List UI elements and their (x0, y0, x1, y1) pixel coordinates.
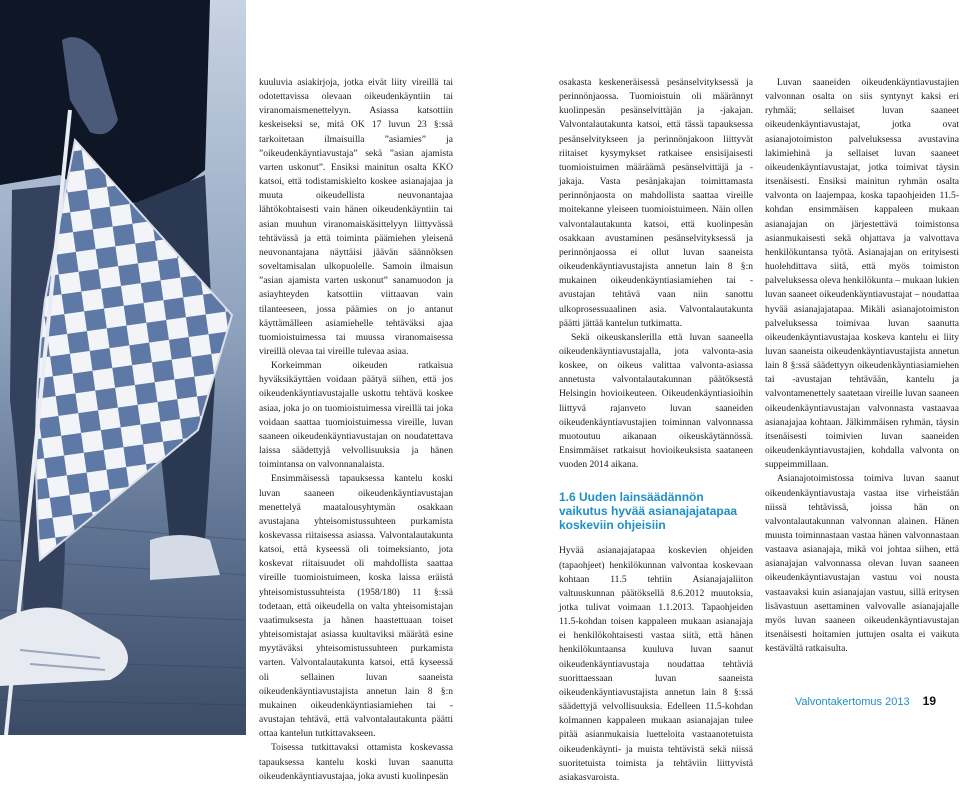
section-heading: 1.6 Uuden lainsäädännön vaikutus hyvää asianajajatapaa koskeviin ohjeisiin (559, 490, 738, 533)
text-column-2 (559, 76, 753, 785)
text-column-3 (765, 76, 959, 656)
paragraph: Sekä oikeuskanslerilla että luvan saaneella oikeudenkäyntiavustajalla, jota valvonta-asia koskee, on oikeus valittaa valvonta-asiassa annetusta valvontalautakunnan päätöksestä Helsingin hovioikeuteen. Oikeudenkäyntiasioihin liittyvä rajanveto luvan saaneiden oikeudenkäyntiavustajien toiminnan valvonnassa muotoutuu aikanaan oikeuskäytännössä. Ensimmäiset ratkaisut hovioikeuksista saataneen vuoden 2014 aikana. (559, 331, 753, 471)
paragraph: kuuluvia asiakirjoja, jotka eivät liity vireillä tai odotettavissa olevaan oikeudenkäyntiin tai viranomaismenettelyyn. Asiassa katsottiin keskeiseksi se, mitä OK 17 luvun 23 §:ssä tarkoitetaan ilmaisuilla ”asiamies” ja ”oikeudenkäyntiavustaja” sekä ”asian ajamista varten uskonut”. Ensiksi mainitun osalta KKO katsoi, että todistamiskielto koskee asianajajaa ja muuta oikeudellista neuvonantajaa lähtökohtaisesti vain hänen oikeudenkäyntiin tai asian muuhun viranomaiskäsittelyyn liittyvässä tehtävässä ja että toiminta päämiehen yleisenä neuvonantajana näyttäisi jäävän säännöksen soveltamisalan ulkopuolelle. Samoin ilmaisun ”asian ajamista varten uskonut” sanamuodon ja asiayhteyden katsottiin viittaavan vain tilanteeseen, jossa päämies on jo antanut käyttämälleen asiamiehelle tehtäväksi ajaa tuomioistuimessa tai muussa viranomaisessa vireillä olevaa tai vireille tulevaa asiaa. (259, 77, 453, 357)
paragraph: Luvan saaneiden oikeudenkäyntiavustajien valvonnan osalta on siis syntynyt kaksi eri ryhmää; sellaiset luvan saaneet oikeudenkäyntiavustajat, jotka ovat asianajotoimiston palveluksessa avustavina lakimiehinä ja sellaiset luvan saaneet oikeudenkäyntiavustajat, jotka toimivat täysin itsenäisesti. Ensiksi mainitun ryhmän osalta valvonta on laajempaa, koska tapaohjeiden 11.5-kohdan ensimmäisen kappaleen mukaan asianajajan on järjestettävä toimistonsa asianmukaisesti sekä ohjattava ja valvottava henkilökuntansa työtä. Asianajajan on erityisesti huolehdittava siitä, että myös toimiston palveluksessa oleva henkilökunta – mukaan lukien luvan saaneet oikeudenkäyntiavustajat – noudattaa hyvää asianajajatapaa. Mikäli asianajotoimiston palveluksessa toimivaa luvan saanutta oikeudenkäyntiavustajaa koskeva kantelu ei liity luvan saaneista oikeudenkäyntiavustajista annetun lain 8 §:ssä säädettyyn oikeudenkäyntiasiamiehen tai -avustajan tehtävään, kantelu ja valvontamenettely saatetaan vireille luvan saaneen oikeudenkäyntiavustajan valvonnasta vastaavaa asianajajaa kohtaan. Jälkimmäisen ryhmän, täysin itsenäisesti toimivien luvan saaneiden oikeudenkäyntiavustajien, kohdalla valvonta on suppeimmillaan. (765, 77, 959, 471)
paragraph: Ensimmäisessä tapauksessa kantelu koski luvan saaneen oikeudenkäyntiavustajan menettelyä maatalousyhtymän osakkaan avustajana yhteisomistussuhteen purkamista koskevassa riitaisessa asiassa. Valvontalautakunta katsoi, että kyseessä oli toimeksianto, jota koskevat riitaisuudet oli mahdollista saattaa vireille tuomioistuimeen, koska laissa eräistä yhteisomistussuhteista (1958/180) 11 §:ssä todetaan, että oikeudella on valta yhteisomistajan vaatimuksesta ja hänen haastettuaan toiset yhteisomistajat asiassa kuultaviksi määrätä esine myytäväksi yhteisomistussuhteen purkamista varten. Valvontalautakunta katsoi, että kyseessä oli sellainen luvan saaneista oikeudenkäyntiavustajista annetun lain 8 §:n mukainen oikeudenkäyntiasiamiehen tai -avustajan tehtävä, että valvontalautakunta päätti ottaa kantelun tutkittavakseen. (259, 473, 453, 740)
photo-linesman-flag (0, 0, 246, 735)
paragraph: Hyvää asianajajatapaa koskevien ohjeiden (tapaohjeet) henkilökunnan valvontaa koskevaan kohtaan 11.5 tehtiin Asianajajaliiton valtuuskunnan päätöksellä 8.6.2012 muutoksia, jotka tulivat voimaan 1.1.2013. Tapaohjeiden 11.5-kohdan toisen kappaleen mukaan asianajaja ei henkilökohtaisesti vastaa siitä, että hänen henkilökuntaansa kuuluva luvan saanut oikeudenkäyntiavustaja noudattaa tehtäviä suorittaessaan luvan saaneista oikeudenkäyntiavustajista annetun lain 8 §:ssä säädettyjä velvollisuuksia. Edelleen 11.5-kohdan kolmannen kappaleen mukaan asianajajan tulee pitää asianmukaisia luetteloita vastaanotetuista oikeudenkäynti- ja muista tehtävistä sekä niissä suoritetuista toimista ja tehtäviin liittyvistä asiakasvaroista. (559, 545, 753, 783)
paragraph: Toisessa tutkittavaksi ottamista koskevassa tapauksessa kantelu koski luvan saanutta oikeudenkäyntiavustajaa, joka avusti kuolinpesän (259, 742, 453, 782)
paragraph: osakasta keskeneräisessä pesänselvityksessä ja perinnönjaossa. Tuomioistuin oli määrännyt kuolinpesän pesänselvittäjän ja -jakajan. Valvontalautakunta katsoi, että tässä tapauksessa pesänselvitykseen ja perinnönjakoon liittyvät riitaiset kysymykset ratkaisee ensisijaisesti tuomioistuimen määräämä pesänselvittäjä ja -jakaja. Vasta pesänjakajan toimittamasta perinnönjaosta on mahdollista saattaa vireille moitekanne yleiseen tuomioistuimeen. Näin ollen valvontalautakunta katsoi, että kuolinpesän osakkaan avustaminen pesänselvityksessä ja perinnönjaossa ei ollut luvan saaneista oikeudenkäyntiavustajista annetun lain 8 §:n mukainen oikeudenkäyntiasiamiehen tai -avustajan tehtävä vaan niin sanottu ulkoprosessuaalinen asia. Valvontalautakunta päätti jättää kantelun tutkimatta. (559, 77, 753, 329)
paragraph: Korkeimman oikeuden ratkaisua hyväksikäyttäen voidaan päätyä siihen, että jos oikeudenkäyntiavustajalle uskottu tehtävä koskee asiaa, joka jo on tuomioistuimessa vireillä tai joka voidaan saattaa tuomioistuimessa vireille, luvan saaneen oikeudenkäyntiavustajan on noudatettava laissa säädettyjä velvollisuuksia ja hänen toimintansa on valvonnanalaista. (259, 360, 453, 471)
paragraph: Asianajotoimistossa toimiva luvan saanut oikeudenkäyntiavustaja vastaa itse virheistään niissä tehtävissä, joissa hän on valvontalautakunnan valvonnan alainen. Hänen muusta toiminnastaan vastaa hänen valvonnastaan vastaava asianajaja, mikä voi johtaa siihen, että asianajajan valvonnassa olevan luvan saaneen oikeudenkäyntiavustajan vastuu voi nousta vastaavaksi kuin asianajajan vastuu, sillä eritysen lisävastuun asettaminen valvovalle asianajajalle myös luvan saaneen oikeudenkäyntiavustajan itsenäisesti hoitamien juttujen osalta ei vaikuta kestävältä ratkaisulta. (765, 473, 959, 655)
report-title: Valvontakertomus 2013 (794, 696, 910, 708)
page-number: 19 (922, 694, 936, 708)
text-column-1 (259, 76, 453, 784)
page-footer (795, 694, 936, 708)
